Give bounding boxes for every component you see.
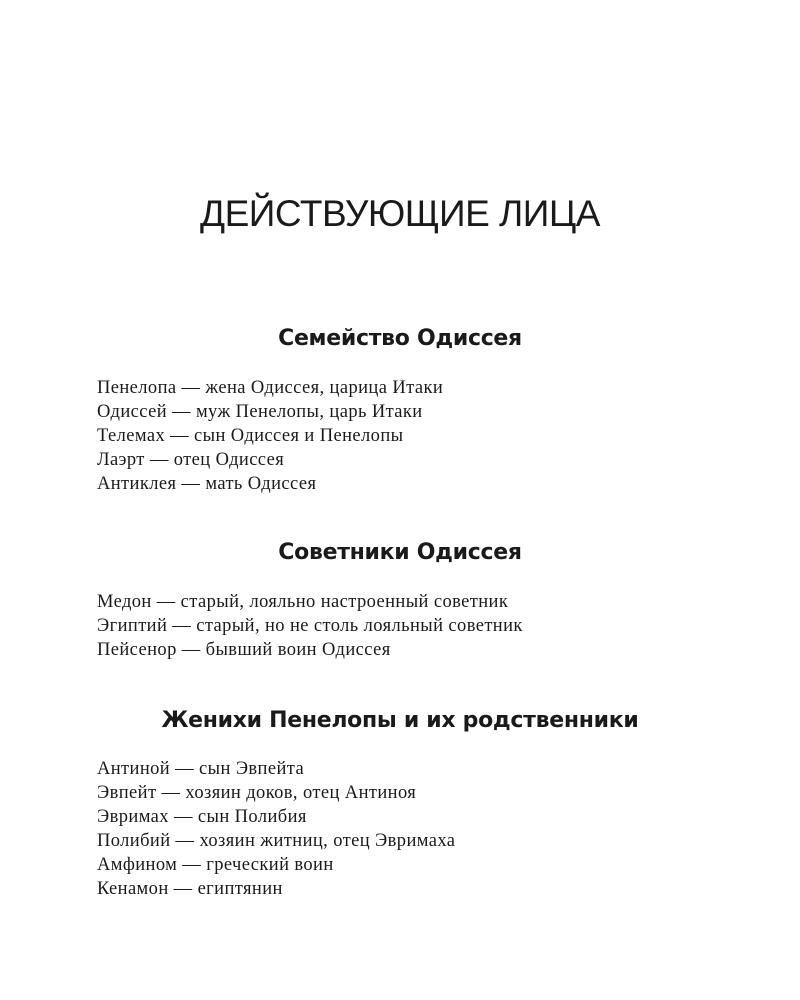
- character-entry: Амфином — греческий воин: [97, 855, 334, 875]
- character-entry: Медон — старый, лояльно настроенный советник: [97, 592, 509, 612]
- character-entry: Антиклея — мать Одиссея: [97, 474, 317, 494]
- character-entry: Одиссей — муж Пенелопы, царь Итаки: [97, 402, 423, 422]
- character-entry: Эвримах — сын Полибия: [97, 807, 307, 827]
- section-heading-suitors: Женихи Пенелопы и их родственники: [161, 708, 639, 733]
- character-entry: Лаэрт — отец Одиссея: [97, 450, 285, 470]
- character-entry: Полибий — хозяин житниц, отец Эвримаха: [97, 831, 456, 851]
- character-list-suitors: [97, 757, 737, 901]
- section-heading-family: Семейство Одиссея: [278, 326, 522, 351]
- character-entry: Кенамон — египтянин: [97, 879, 283, 899]
- character-entry: Эвпейт — хозяин доков, отец Антиноя: [97, 783, 417, 803]
- character-entry: Антиной — сын Эвпейта: [97, 759, 305, 779]
- character-list-advisors: [97, 590, 737, 662]
- page-title: ДЕЙСТВУЮЩИЕ ЛИЦА: [200, 193, 600, 234]
- character-entry: Эгиптий — старый, но не столь лояльный советник: [97, 616, 523, 636]
- character-entry: Телемах — сын Одиссея и Пенелопы: [97, 426, 404, 446]
- character-entry: Пейсенор — бывший воин Одиссея: [97, 640, 391, 660]
- section-heading-advisors: Советники Одиссея: [278, 540, 522, 565]
- character-list-family: [97, 376, 737, 496]
- character-entry: Пенелопа — жена Одиссея, царица Итаки: [97, 378, 444, 398]
